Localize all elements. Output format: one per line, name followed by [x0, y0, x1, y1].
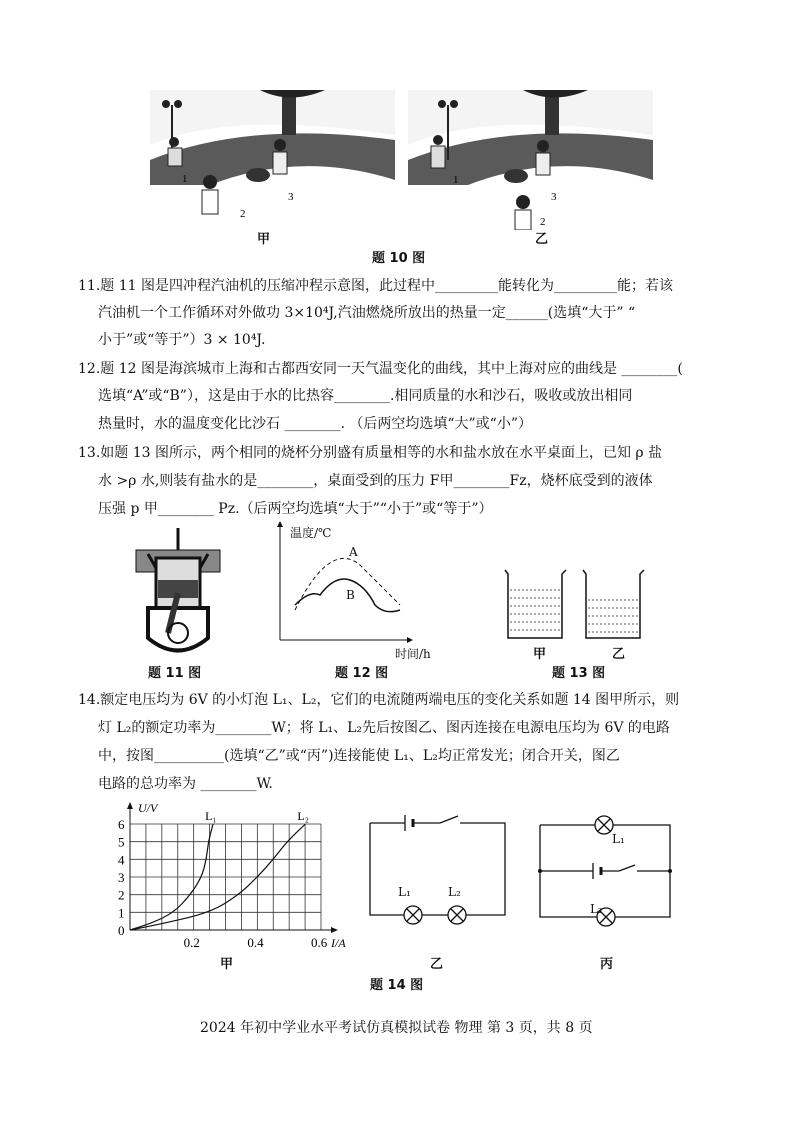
x-axis-label: I/A — [331, 936, 346, 950]
x-axis-arrow — [331, 927, 338, 933]
fig14-circuit-c — [535, 815, 675, 940]
y-axis-arrow — [127, 802, 133, 809]
q14-line-2: 灯 L₂的额定功率为________W；将 L₁、L₂先后按图乙、图丙连接在电源电压均为 6V 的电路 — [98, 720, 670, 736]
fig11-engine-diagram — [128, 528, 228, 658]
q11-line-1: 11.题 11 图是四冲程汽油机的压缩冲程示意图，此过程中_________能转化为_________能；若该 — [78, 278, 673, 294]
fig10-caption: 题 10 图 — [372, 251, 426, 266]
x-tick-label: 0.2 — [183, 935, 200, 950]
q14-line-1: 14.额定电压均为 6V 的小灯泡 L₁、L₂，它们的电流随两端电压的变化关系如题 14 图甲所示，则 — [78, 692, 680, 708]
series-label-2: L₂ — [297, 809, 309, 823]
q13-line-1: 13.如题 13 图所示，两个相同的烧杯分别盛有质量相等的水和盐水放在水平桌面上，已知 ρ 盐 — [78, 445, 663, 461]
y-tick-label: 6 — [118, 817, 125, 832]
fig14-caption: 题 14 图 — [370, 978, 424, 993]
series-label-1: L₁ — [205, 809, 217, 823]
y-tick-label: 0 — [118, 923, 125, 938]
svg-text:2: 2 — [540, 216, 546, 228]
q13-line-2: 水 >ρ 水,则装有盐水的是________，桌面受到的压力 F甲________Fz，烧杯底受到的液体 — [98, 473, 653, 489]
fig12-xlabel: 时间/h — [395, 647, 431, 661]
x-tick-label: 0.6 — [311, 935, 328, 950]
fig13-left-label: 甲 — [533, 647, 547, 662]
y-axis-label: U/V — [138, 801, 158, 815]
q11-line-3: 小于”或“等于”）3 × 10⁴J. — [98, 332, 266, 348]
svg-text:1: 1 — [453, 174, 459, 186]
fig13-right-label: 乙 — [612, 647, 626, 662]
fig10-left-illustration — [150, 90, 395, 230]
y-tick-label: 5 — [118, 834, 125, 850]
fig13-caption: 题 13 图 — [552, 666, 606, 681]
fig10-right-label: 乙 — [535, 232, 549, 247]
fig10-left-label: 甲 — [257, 232, 271, 247]
page-footer: 2024 年初中学业水平考试仿真模拟试卷 物理 第 3 页，共 8 页 — [200, 1020, 593, 1036]
fig14-sub-c: 丙 — [600, 957, 614, 972]
fig14-circuit-b — [365, 815, 510, 940]
fig14-c-l1: L₁ — [612, 832, 625, 846]
fig12-label-b: B — [346, 588, 355, 602]
fig11-caption: 题 11 图 — [148, 666, 202, 681]
curve-a — [295, 558, 400, 610]
q14-line-3: 中，按图__________(选填“乙”或“丙”)连接能使 L₁、L₂均正常发光；闭合开关，图乙 — [98, 748, 620, 764]
q13-line-3: 压强 p 甲________ Pz.（后两空均选填“大于”“小于”或“等于”） — [98, 501, 493, 517]
fig10-right-illustration — [408, 90, 653, 230]
q12-line-3: 热量时，水的温度变化比沙石 ________. （后两空均选填“大”或“小”） — [98, 416, 532, 432]
q14-line-4: 电路的总功率为 ________W. — [98, 776, 273, 792]
fig12-ylabel: 温度/℃ — [290, 526, 332, 540]
fig14-sub-b: 乙 — [430, 957, 444, 972]
fig14-b-l1: L₁ — [398, 885, 411, 899]
y-tick-label: 1 — [118, 905, 125, 921]
fig13-beakers — [500, 568, 660, 643]
svg-text:3: 3 — [551, 191, 557, 203]
marker-1: 1 — [182, 173, 188, 185]
marker-3: 3 — [288, 191, 294, 203]
x-tick-label: 0.4 — [247, 935, 264, 950]
y-tick-label: 4 — [118, 852, 125, 868]
q11-line-2: 汽油机一个工作循环对外做功 3×10⁴J,汽油燃烧所放出的热量一定______(选填“大于” “ — [98, 305, 636, 321]
fig14-c-l2: L₂ — [590, 902, 603, 916]
q12-line-2: 选填“A”或“B”），这是由于水的比热容________.相同质量的水和沙石，吸收或放出相同 — [98, 388, 633, 404]
q12-line-1: 12.题 12 图是海滨城市上海和古都西安同一天气温变化的曲线，其中上海对应的曲线是 ________( — [78, 361, 683, 377]
fig14-b-l2: L₂ — [448, 885, 461, 899]
fig12-caption: 题 12 图 — [335, 666, 389, 681]
marker-2: 2 — [240, 208, 246, 220]
fig12-label-a: A — [349, 545, 358, 559]
fig12-temperature-graph — [270, 520, 420, 660]
fig14-sub-a: 甲 — [220, 957, 234, 972]
y-tick-label: 3 — [118, 870, 125, 885]
fig14-iv-chart — [110, 800, 355, 950]
y-tick-label: 2 — [118, 887, 125, 903]
